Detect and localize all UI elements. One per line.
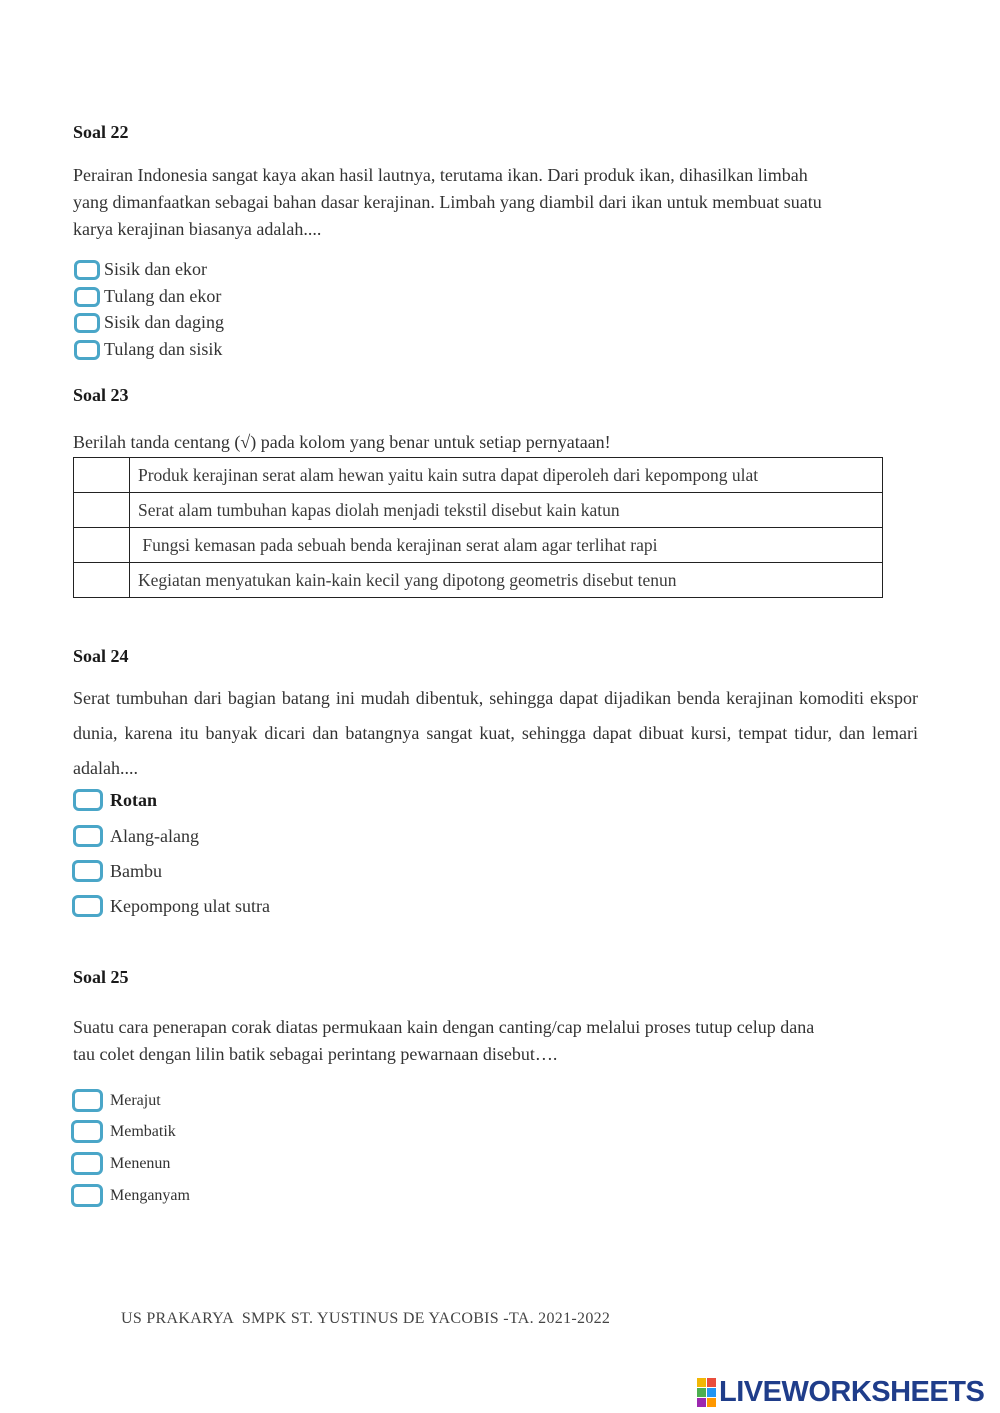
q24-option-a[interactable] [73, 789, 157, 811]
answer-checkbox[interactable] [72, 895, 103, 917]
q22-option-a[interactable] [74, 259, 207, 280]
brand-name: LIVEWORKSHEETS [719, 1376, 985, 1408]
table-row [74, 563, 883, 598]
statement-cell: Serat alam tumbuhan kapas diolah menjadi tekstil disebut kain katun [130, 493, 883, 528]
q22-line: yang dimanfaatkan sebagai bahan dasar kerajinan. Limbah yang diambil dari ikan untuk membuat suatu [73, 192, 822, 212]
answer-checkbox[interactable] [73, 825, 103, 847]
q22-option-d[interactable] [74, 339, 222, 360]
logo-square [697, 1398, 706, 1407]
table-row [74, 458, 883, 493]
q25-heading: Soal 25 [73, 967, 129, 987]
answer-checkbox[interactable] [71, 1120, 103, 1143]
logo-square [707, 1378, 716, 1387]
statement-cell: Produk kerajinan serat alam hewan yaitu kain sutra dapat diperoleh dari kepompong ulat [130, 458, 883, 493]
liveworksheets-logo[interactable] [697, 1376, 984, 1409]
q24-option-b[interactable] [73, 825, 199, 847]
q23-statement-table [73, 457, 883, 598]
q24-option-c[interactable] [72, 860, 162, 882]
option-label: Menganyam [110, 1186, 190, 1204]
logo-square [697, 1388, 706, 1397]
q22-line: Perairan Indonesia sangat kaya akan hasil lautnya, terutama ikan. Dari produk ikan, dihasilkan limbah [73, 165, 808, 185]
answer-checkbox[interactable] [71, 1184, 103, 1207]
answer-checkbox[interactable] [73, 789, 103, 811]
q22-heading: Soal 22 [73, 122, 129, 142]
option-label: Tulang dan sisik [104, 339, 223, 359]
logo-square [707, 1388, 716, 1397]
logo-grid-icon [697, 1378, 716, 1407]
logo-square [697, 1378, 706, 1387]
option-label: Tulang dan ekor [104, 286, 222, 306]
answer-checkbox[interactable] [74, 260, 100, 280]
q25-option-b[interactable] [71, 1120, 176, 1143]
answer-checkbox[interactable] [72, 860, 103, 882]
q23-instruction: Berilah tanda centang (√) pada kolom yang benar untuk setiap pernyataan! [73, 432, 611, 452]
q25-line: tau colet dengan lilin batik sebagai perintang pewarnaan disebut…. [73, 1044, 558, 1064]
check-cell[interactable] [74, 563, 130, 598]
option-label: Sisik dan daging [104, 312, 224, 332]
q22-option-b[interactable] [74, 286, 221, 307]
q25-line: Suatu cara penerapan corak diatas permukaan kain dengan canting/cap melalui proses tutup celup dana [73, 1017, 815, 1037]
option-label: Alang-alang [110, 825, 199, 846]
answer-checkbox[interactable] [71, 1152, 103, 1175]
q22-line: karya kerajinan biasanya adalah.... [73, 219, 322, 239]
logo-square [707, 1398, 716, 1407]
q24-option-d[interactable] [72, 895, 270, 917]
q23-heading: Soal 23 [73, 385, 129, 405]
option-label: Kepompong ulat sutra [110, 895, 270, 916]
q25-option-a[interactable] [72, 1089, 161, 1112]
q24-question: Serat tumbuhan dari bagian batang ini mudah dibentuk, sehingga dapat dijadikan benda kerajinan komoditi ekspor dunia, karena itu banyak dicari dan batangnya sangat kuat, sehingga dapat dibuat kursi, tempat tidur, dan lemari adalah.... [73, 688, 918, 778]
option-label: Menenun [110, 1154, 171, 1172]
q25-question [73, 1014, 918, 1068]
q24-heading: Soal 24 [73, 646, 129, 666]
q25-option-d[interactable] [71, 1184, 190, 1207]
statement-cell: Kegiatan menyatukan kain-kain kecil yang dipotong geometris disebut tenun [130, 563, 883, 598]
table-row [74, 493, 883, 528]
option-label: Sisik dan ekor [104, 259, 207, 279]
q25-option-c[interactable] [71, 1152, 170, 1175]
check-cell[interactable] [74, 458, 130, 493]
q22-question [73, 162, 918, 243]
page-footer: US PRAKARYA SMPK ST. YUSTINUS DE YACOBIS -TA. 2021-2022 [121, 1310, 611, 1327]
q22-option-c[interactable] [74, 312, 224, 333]
check-cell[interactable] [74, 493, 130, 528]
statement-cell: Fungsi kemasan pada sebuah benda kerajinan serat alam agar terlihat rapi [130, 528, 883, 563]
table-row [74, 528, 883, 563]
answer-checkbox[interactable] [74, 313, 100, 333]
answer-checkbox[interactable] [74, 340, 100, 360]
check-cell[interactable] [74, 528, 130, 563]
option-label: Rotan [110, 789, 158, 810]
option-label: Bambu [110, 860, 162, 881]
option-label: Membatik [110, 1122, 176, 1140]
option-label: Merajut [110, 1091, 161, 1109]
answer-checkbox[interactable] [74, 287, 100, 307]
answer-checkbox[interactable] [72, 1089, 103, 1112]
